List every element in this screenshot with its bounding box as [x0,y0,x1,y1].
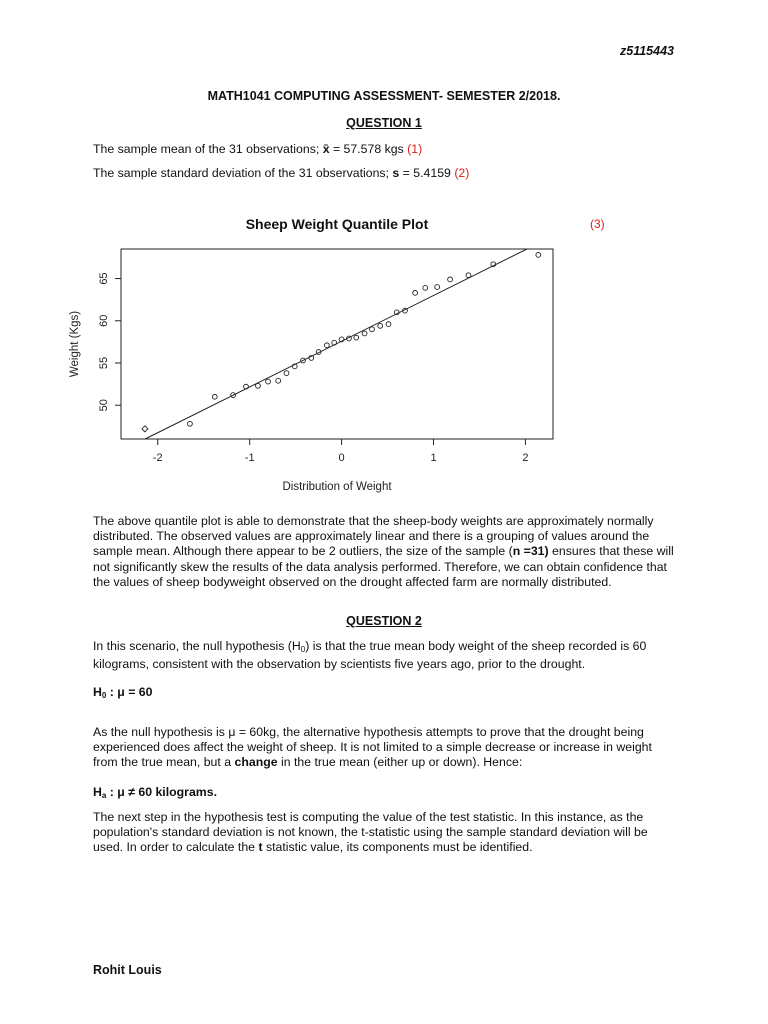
mean-value: = 57.578 kgs [329,142,408,156]
data-point-2 [212,394,217,399]
quantile-plot [60,205,580,505]
alt-part-b: in the true mean (either up or down). Hence: [277,755,523,770]
y-axis-label: Weight (Kgs) [69,310,81,378]
document-title: MATH1041 COMPUTING ASSESSMENT- SEMESTER 2/2018. [207,89,561,103]
data-point-5 [256,383,261,388]
data-point-26 [435,285,440,290]
data-point-7 [276,378,281,383]
data-point-8 [284,371,289,376]
sd-ref: (2) [454,166,470,180]
null-hypothesis-intro [93,639,677,672]
sd-prefix: The sample standard deviation of the 31 observations; [93,166,393,180]
alternative-hypothesis [93,785,217,800]
y-tick-label-0: 50 [98,399,110,412]
next-part-b: statistic value, its components must be identified. [262,840,533,855]
h0-label: H [93,685,102,699]
next-part-a: The next step in the hypothesis test is computing the value of the test statistic. In this instance, as the population's standard deviation is not known, the t-statistic using the sample standard deviation will be used. In order to calculate the [93,810,648,855]
x-tick-label-1: -1 [244,452,255,464]
intro-part-a: In this scenario, the null hypothesis (H [93,639,301,653]
x-axis [153,439,529,464]
data-point-24 [413,291,418,296]
intro-part-b: ) is that the true mean body weight of the sheep recorded is 60 kilograms, consistent with the observation by scientists five years ago, prior to the drought. [93,639,647,672]
ha-label: H [93,785,102,799]
h0-text: : μ = 60 [106,685,153,699]
sample-size-emphasis: n =31) [512,544,549,559]
data-point-21 [386,322,391,327]
alt-part-a: As the null hypothesis is μ = 60kg, the alternative hypothesis attempts to prove that the drought being experienced does affect the weight of sheep. It is not limited to a simple decrease or increase in weight from the true mean, but a [93,725,652,770]
author-name: Rohit Louis [93,963,162,977]
data-points [142,253,541,432]
data-point-1 [188,421,193,426]
sample-sd-line [93,166,469,180]
alternative-hypothesis-explanation [93,725,677,771]
data-point-27 [448,277,453,282]
data-point-6 [266,379,271,384]
mean-prefix: The sample mean of the 31 observations; [93,142,323,156]
y-tick-label-3: 65 [98,272,110,285]
y-axis [98,272,121,411]
sample-mean-line [93,142,422,156]
student-id: z5115443 [620,44,674,58]
ha-text: : μ ≠ 60 kilograms. [106,785,217,799]
discussion-part-a: The above quantile plot is able to demonstrate that the sheep-body weights are approximately normally distributed. The observed values are approximately linear and there is a grouping of values around the sample mean. Although there appear to be 2 outliers, the size of the sample ( [93,514,654,559]
sd-value: = 5.4159 [399,166,455,180]
x-axis-label: Distribution of Weight [282,481,392,493]
plot-reference: (3) [590,217,605,231]
x-tick-label-2: 0 [338,452,345,464]
discussion-part-b: ensures that these will not significantly skew the results of the data analysis performed. Therefore, we can obtain confidence that the values of sheep bodyweight observed on the drought affected farm are normally distributed. [93,544,674,589]
h0-subscript: 0 [101,691,107,700]
data-point-19 [370,327,375,332]
y-tick-label-2: 60 [98,314,110,327]
x-tick-label-0: -2 [152,452,163,464]
data-point-30 [536,253,541,258]
data-point-25 [423,285,428,290]
change-emphasis: change [234,755,278,770]
t-emphasis: t [258,840,263,855]
data-point-0 [142,426,148,432]
chart-title: Sheep Weight Quantile Plot [245,216,429,232]
test-statistic-paragraph [93,810,677,856]
x-tick-label-3: 1 [430,452,437,464]
question-2-heading: QUESTION 2 [346,614,422,628]
null-hypothesis [93,685,153,700]
data-point-13 [324,343,329,348]
question-1-discussion [93,514,677,590]
mean-symbol: x̄ [322,142,330,156]
sd-symbol: s [392,166,400,180]
data-point-17 [354,335,359,340]
x-tick-label-4: 2 [522,452,529,464]
data-point-28 [466,273,471,278]
question-1-heading: QUESTION 1 [346,116,422,130]
intro-subscript: 0 [300,645,306,654]
ha-subscript: a [101,791,107,800]
data-point-18 [362,331,367,336]
y-tick-label-1: 55 [98,356,110,370]
mean-ref: (1) [407,142,423,156]
data-point-20 [378,323,383,328]
